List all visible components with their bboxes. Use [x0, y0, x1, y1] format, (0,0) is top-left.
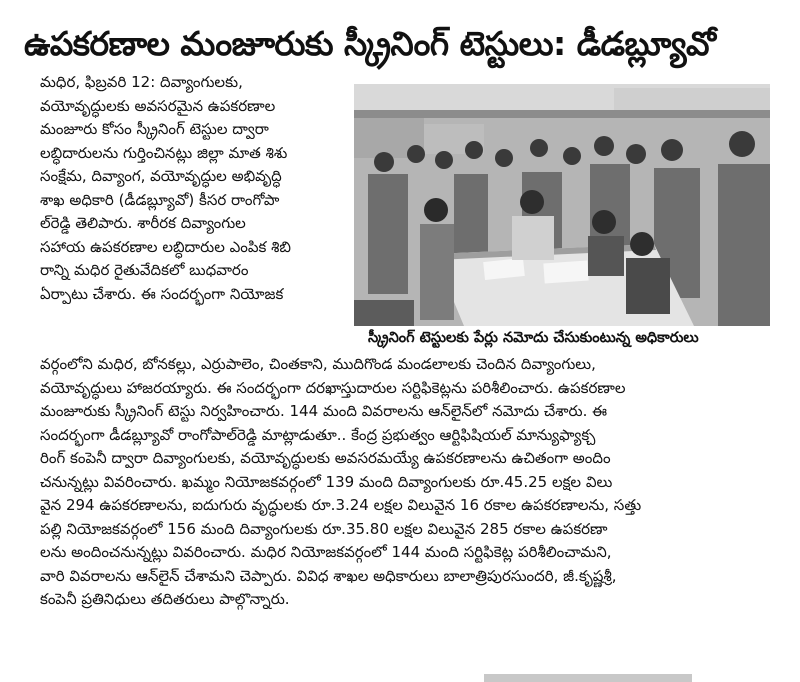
body-line: సంక్షేమ, దివ్యాంగ, వయోవృద్ధుల అభివృద్ధి — [40, 167, 282, 185]
body-line: సహాయ ఉపకరణాల లబ్ధిదారుల ఎంపిక శిబి — [40, 237, 291, 256]
body-line: వైన 294 ఉపకరణాలను, ఐదుగురు వృద్ధులకు రూ.3.24 లక్షల విలువైన 16 రకాల ఉపకరణాలను, సత్తు — [40, 496, 642, 514]
body-line: ఏర్పాటు చేశారు. ఈ సందర్భంగా నియోజక — [40, 284, 284, 303]
photo-illustration — [354, 84, 770, 326]
body-line: కంపెనీ ప్రతినిధులు తదితరులు పాల్గొన్నారు. — [40, 590, 290, 608]
article-headline: ఉపకరణాల మంజూరుకు స్క్రీనింగ్ టెస్టులు: డీడబ్ల్యూవో — [24, 24, 716, 63]
body-line: చనున్నట్లు వివరించారు. ఖమ్మం నియోజకవర్గంలో 139 మంది దివ్యాంగులకు రూ.45.25 లక్షల విలు — [40, 472, 613, 491]
body-line: లను అందించనున్నట్లు వివరించారు. మధిర నియోజకవర్గంలో 144 మంది సర్టిఫికెట్ల పరిశీలించామని, — [40, 543, 612, 561]
body-line: పల్లి నియోజకవర్గంలో 156 మంది దివ్యాంగులకు రూ.35.80 లక్షల విలువైన 285 రకాల ఉపకరణా — [40, 519, 608, 538]
body-line: లబ్ధిదారులను గుర్తించినట్లు జిల్లా మాత శిశు — [40, 143, 288, 162]
photo-caption: స్క్రీనింగ్ టెస్టులకు పేర్లు నమోదు చేసుకుంటున్న అధికారులు — [368, 330, 699, 346]
body-line: మంజూరుకు స్క్రీనింగ్ టెస్టు నిర్వహించారు. 144 మంది వివరాలను ఆన్‌లైన్‌లో నమోదు చేశారు. ఈ — [40, 402, 608, 420]
article-photo — [354, 84, 770, 326]
body-line: మంజూరు కోసం స్క్రీనింగ్ టెస్టుల ద్వారా — [40, 120, 269, 138]
next-article-image-edge — [484, 674, 692, 682]
body-line: వయోవృద్ధులు హాజరయ్యారు. ఈ సందర్భంగా దరఖాస్తుదారుల సర్టిఫికెట్లను పరిశీలించారు. ఉపకరణాల — [40, 378, 626, 397]
body-line: ల్‌రెడ్డి తెలిపారు. శారీరక దివ్యాంగుల — [40, 214, 246, 232]
body-line: వయోవృద్ధులకు అవసరమైన ఉపకరణాల — [40, 96, 276, 115]
body-line: మధిర, ఫిబ్రవరి 12: దివ్యాంగులకు, — [40, 73, 243, 91]
body-line: రింగ్ కంపెనీ ద్వారా దివ్యాంగులకు, వయోవృద్ధులకు అవసరమయ్యే ఉపకరణాలను ఉచితంగా అందిం — [40, 449, 611, 467]
article-body-upper — [40, 71, 352, 306]
body-line: సందర్భంగా డీడబ్ల్యూవో రాంగోపాల్‌రెడ్డి మాట్లాడుతూ.. కేంద్ర ప్రభుత్వం ఆర్టిఫిషియల్ మాన్యుఫ్యాక్చ — [40, 425, 596, 444]
article-body-lower — [40, 353, 775, 612]
body-line: రాన్ని మధిర రైతువేదికలో బుధవారం — [40, 261, 249, 279]
body-line: వారి వివరాలను ఆన్‌లైన్ చేశామని చెప్పారు. వివిధ శాఖల అధికారులు బాలాత్రిపురసుందరి, జీ.కృష్ణశ్రీ, — [40, 566, 617, 585]
body-line: వర్గంలోని మధిర, బోనకల్లు, ఎర్రుపాలెం, చింతకాని, ముదిగొండ మండలాలకు చెందిన దివ్యాంగులు, — [40, 355, 596, 373]
body-line: శాఖ అధికారి (డీడబ్ల్యూవో) కీసర రాంగోపా — [40, 190, 280, 209]
